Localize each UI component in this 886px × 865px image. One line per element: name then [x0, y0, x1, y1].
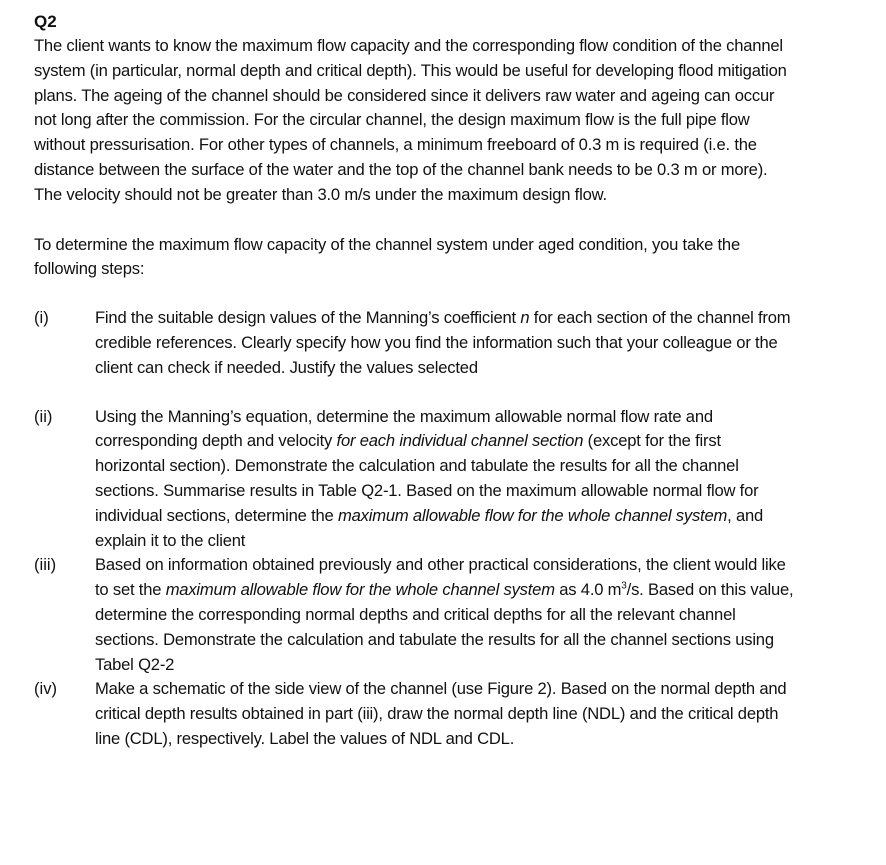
step-iv: [34, 677, 794, 751]
step-text: [95, 405, 794, 554]
question-title: Q2: [34, 12, 57, 31]
step-text-part: (except for the first horizontal section). Demonstrate the calculation and tabulate the results for all the channel sections. Summarise results in Table Q2-1. Based on the maximum allowable normal flow for individual sections, determine the: [95, 431, 759, 525]
question-document: [34, 10, 794, 752]
step-text: [95, 553, 794, 677]
step-text: [95, 677, 794, 751]
step-iii: [34, 553, 794, 677]
step-text-part: Using the Manning’s equation, determine the maximum allowable normal flow rate and corresponding depth and velocity: [95, 406, 713, 451]
step-text-part: as 4.0 m: [554, 580, 622, 600]
step-text-part: Based on information obtained previously and other practical considerations, the client would like to set the: [95, 555, 786, 600]
step-text-italic: maximum allowable flow for the whole channel system: [337, 505, 728, 525]
step-text-italic: maximum allowable flow for the whole channel system: [165, 580, 555, 600]
step-i: [34, 306, 794, 380]
intro-paragraph: The client wants to know the maximum flow capacity and the corresponding flow condition of the channel system (in particular, normal depth and critical depth). This would be useful for developing flood mitigation plans. The ageing of the channel should be considered since it delivers raw water and ageing can occur not long after the commission. For the circular channel, the design maximum flow is the full pipe flow without pressurisation. For other types of channels, a minimum freeboard of 0.3 m is required (i.e. the distance between the surface of the water and the top of the channel bank needs to be 0.3 m or more). The velocity should not be greater than 3.0 m/s under the maximum design flow.: [34, 36, 787, 204]
spacer: [34, 381, 794, 405]
spacer: [34, 208, 794, 233]
step-text: [95, 306, 794, 380]
step-number: (iv): [34, 679, 58, 699]
spacer: [34, 282, 794, 306]
step-number: (ii): [34, 406, 53, 426]
step-number: (iii): [34, 555, 57, 575]
step-text-part: Make a schematic of the side view of the channel (use Figure 2). Based on the normal depth and critical depth results obtained in part (iii), draw the normal depth line (NDL) and the critical depth line (CDL), respectively. Label the values of NDL and CDL.: [95, 679, 787, 748]
step-ii: [34, 405, 794, 554]
superscript: 3: [621, 580, 627, 592]
step-text-italic: n: [520, 308, 530, 328]
step-text-part: , and explain it to the client: [95, 505, 764, 550]
step-number: (i): [34, 308, 49, 328]
step-text-part: for each section of the channel from credible references. Clearly specify how you find the information such that your colleague or the client can check if needed. Justify the values selected: [95, 308, 791, 377]
step-text-part: /s. Based on this value, determine the corresponding normal depths and critical depths for all the relevant channel sections. Demonstrate the calculation and tabulate the results for all the channel sections using Tabel Q2-2: [95, 580, 794, 674]
step-text-part: Find the suitable design values of the Manning’s coefficient: [95, 308, 521, 328]
steps-intro-paragraph: To determine the maximum flow capacity of the channel system under aged condition, you take the following steps:: [34, 234, 740, 279]
step-text-italic: for each individual channel section: [336, 431, 584, 451]
